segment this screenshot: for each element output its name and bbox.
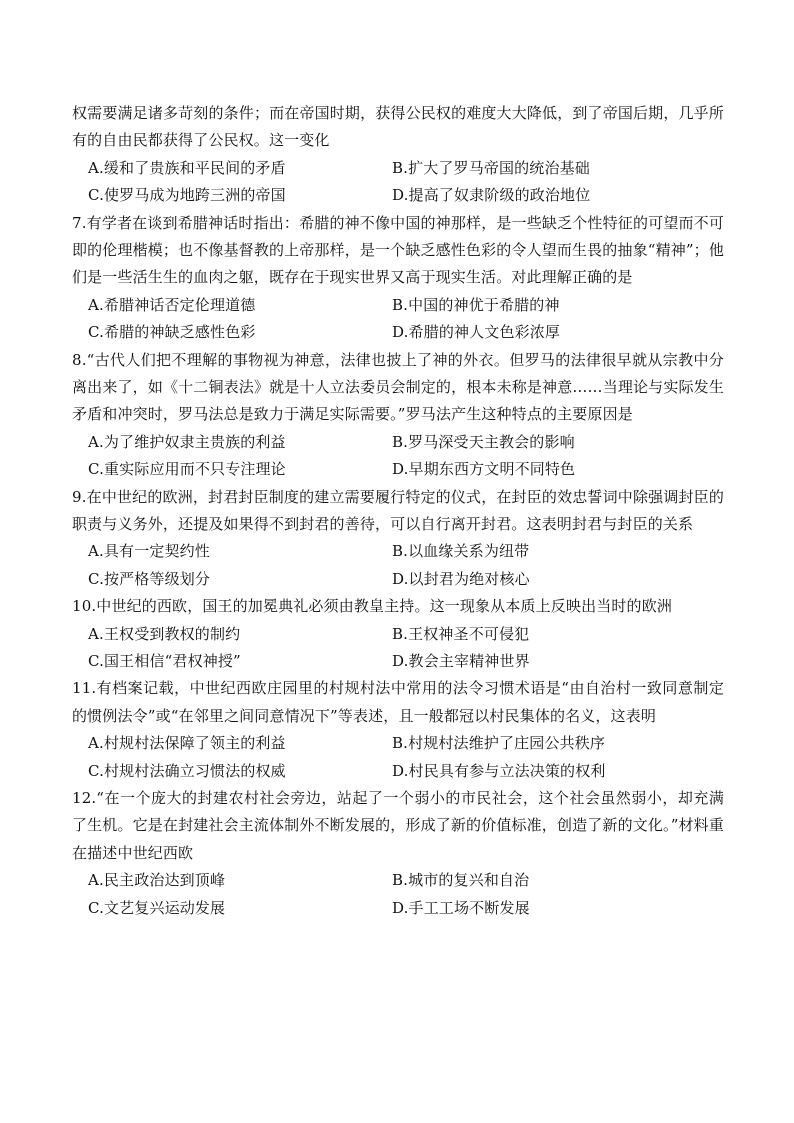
options-row bbox=[72, 566, 724, 593]
question-7-block bbox=[72, 210, 724, 347]
question-9-block bbox=[72, 484, 724, 594]
options-row bbox=[72, 538, 724, 565]
question-8-block bbox=[72, 347, 724, 484]
option-c: C.村规村法确立习惯法的权威 bbox=[88, 761, 286, 780]
option-a: A.为了维护奴隶主贵族的利益 bbox=[88, 432, 286, 451]
question-10-stem: 10.中世纪的西欧，国王的加冕典礼必须由教皇主持。这一现象从本质上反映出当时的欧洲 bbox=[72, 597, 673, 616]
options-row bbox=[72, 648, 724, 675]
option-d: D.早期东西方文明不同特色 bbox=[392, 460, 576, 479]
option-b: B.村规村法维护了庄园公共秩序 bbox=[392, 734, 606, 753]
option-d: D.教会主宰精神世界 bbox=[392, 651, 530, 670]
exam-page bbox=[72, 100, 724, 922]
option-c: C.希腊的神缺乏感性色彩 bbox=[88, 323, 256, 342]
options-row bbox=[72, 182, 724, 209]
options-row bbox=[72, 730, 724, 757]
option-a: A.具有一定契约性 bbox=[88, 542, 210, 561]
option-c: C.重实际应用而不只专注理论 bbox=[88, 460, 286, 479]
option-d: D.手工工场不断发展 bbox=[392, 898, 530, 917]
question-11-block bbox=[72, 675, 724, 785]
options-row bbox=[72, 758, 724, 785]
option-c: C.按严格等级划分 bbox=[88, 569, 211, 588]
option-d: D.以封君为绝对核心 bbox=[392, 569, 530, 588]
option-a: A.缓和了贵族和平民间的矛盾 bbox=[88, 158, 286, 177]
option-c: C.国王相信“君权神授” bbox=[88, 651, 241, 670]
options-row bbox=[72, 155, 724, 182]
option-b: B.罗马深受天主教会的影响 bbox=[392, 432, 575, 451]
option-a: A.村规村法保障了领主的利益 bbox=[88, 734, 286, 753]
option-b: B.中国的神优于希腊的神 bbox=[392, 295, 560, 314]
option-b: B.王权神圣不可侵犯 bbox=[392, 624, 530, 643]
option-a: A.希腊神话否定伦理道德 bbox=[88, 295, 256, 314]
question-12-stem: 12.“在一个庞大的封建农村社会旁边，站起了一个弱小的市民社会，这个社会虽然弱小，却充满了生机。它是在封建社会主流体制外不断发展的，形成了新的价值标准，创造了新的文化。”材料重在描述中世纪西欧 bbox=[72, 788, 724, 862]
question-7-stem: 7.有学者在谈到希腊神话时指出：希腊的神不像中国的神那样，是一些缺乏个性特征的可望而不可即的伦理楷模；也不像基督教的上帝那样，是一个缺乏感性色彩的令人望而生畏的抽象“精神”；他们是一些活生生的血肉之躯，既存在于现实世界又高于现实生活。对此理解正确的是 bbox=[72, 213, 724, 287]
option-b: B.扩大了罗马帝国的统治基础 bbox=[392, 158, 590, 177]
options-row bbox=[72, 429, 724, 456]
option-d: D.提高了奴隶阶级的政治地位 bbox=[392, 186, 591, 205]
options-row bbox=[72, 621, 724, 648]
options-row bbox=[72, 895, 724, 922]
question-6-block bbox=[72, 100, 724, 210]
options-row bbox=[72, 319, 724, 346]
option-b: B.城市的复兴和自治 bbox=[392, 871, 530, 890]
question-8-stem: 8.“古代人们把不理解的事物视为神意，法律也披上了神的外衣。但罗马的法律很早就从宗教中分离出来了，如《十二铜表法》就是十人立法委员会制定的，根本未称是神意……当理论与实际发生矛盾和冲突时，罗马法总是致力于满足实际需要。”罗马法产生这种特点的主要原因是 bbox=[72, 350, 724, 424]
option-c: C.使罗马成为地跨三洲的帝国 bbox=[88, 186, 286, 205]
option-b: B.以血缘关系为纽带 bbox=[392, 542, 530, 561]
question-10-block bbox=[72, 593, 724, 675]
question-12-block bbox=[72, 785, 724, 922]
option-d: D.村民具有参与立法决策的权利 bbox=[392, 761, 606, 780]
options-row bbox=[72, 867, 724, 894]
option-c: C.文艺复兴运动发展 bbox=[88, 898, 226, 917]
option-d: D.希腊的神人文色彩浓厚 bbox=[392, 323, 561, 342]
option-a: A.民主政治达到顶峰 bbox=[88, 871, 226, 890]
question-9-stem: 9.在中世纪的欧洲，封君封臣制度的建立需要履行特定的仪式，在封臣的效忠誓词中除强调封臣的职责与义务外，还提及如果得不到封君的善待，可以自行离开封君。这表明封君与封臣的关系 bbox=[72, 487, 724, 533]
option-a: A.王权受到教权的制约 bbox=[88, 624, 241, 643]
options-row bbox=[72, 456, 724, 483]
question-11-stem: 11.有档案记载，中世纪西欧庄园里的村规村法中常用的法令习惯术语是“由自治村一致同意制定的惯例法令”或“在邻里之间同意情况下”等表述，且一般都冠以村民集体的名义，这表明 bbox=[72, 679, 724, 725]
question-6-stem-continued: 权需要满足诸多苛刻的条件；而在帝国时期，获得公民权的难度大大降低，到了帝国后期，几乎所有的自由民都获得了公民权。这一变化 bbox=[72, 104, 724, 150]
options-row bbox=[72, 292, 724, 319]
